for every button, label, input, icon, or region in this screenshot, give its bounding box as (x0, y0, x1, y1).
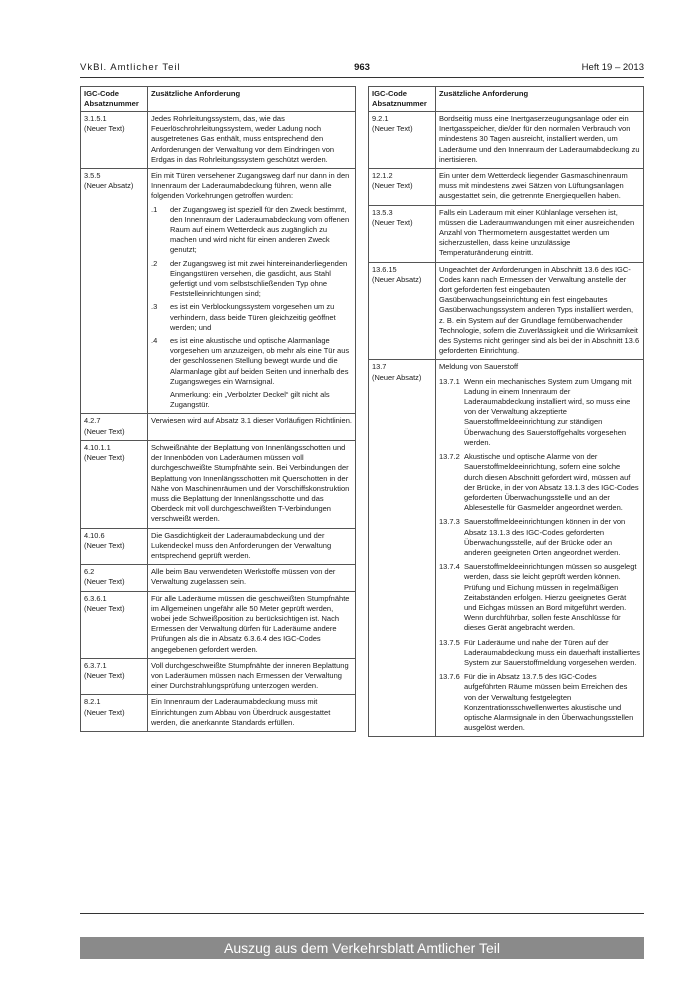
table-body-right (369, 112, 644, 737)
paragraph-status: (Neuer Text) (84, 603, 125, 613)
requirement-text: Für alle Laderäume müssen die geschweißten Stumpfnähte im Allgemeinen ungefähr alle 50 Meter geprüft werden, wobei jede Schweißposition zu berücksichtigen ist. Nach Ermessen der Verwaltung dürfen für Laderäume andere Prüfungen als die in Absatz 6.3.6.4 des IGC-Codes angegebenen gefordert werden. (151, 593, 350, 654)
issue-label: Heft 19 – 2013 (581, 62, 644, 73)
item-number: .4 (151, 336, 158, 346)
paragraph-status: (Neuer Absatz) (372, 372, 422, 382)
page-number: 963 (354, 62, 370, 73)
paragraph-number-cell (369, 169, 436, 206)
table-row (81, 440, 356, 528)
paragraph-number-cell (369, 360, 436, 737)
paragraph-number-cell (81, 658, 148, 695)
paragraph-number-cell (81, 565, 148, 591)
requirement-item (439, 562, 640, 633)
item-text: Für die in Absatz 13.7.5 des IGC-Codes aufgeführten Räume müssen beim Erreichen des von der Verwaltung festgelegten Konzentrationsschwellenwertes akustische und optische Alarmsignale in den Überwachungsstellen ausgelöst werden. (464, 672, 634, 733)
column-header-code: IGC-Code Absatznummer (81, 87, 148, 112)
item-text: Sauerstoffmeldeeinrichtungen können in der von Absatz 13.1.3 des IGC-Codes geforderten Überwachungsstelle, auf der Brücke oder an anderen geeigneten Orten angeordnet werden. (464, 517, 626, 557)
paragraph-number: 6.3.7.1 (84, 660, 107, 670)
requirement-cell (436, 360, 644, 737)
table-row (81, 591, 356, 658)
table-row (369, 205, 644, 262)
table-body-left (81, 112, 356, 732)
requirement-cell (148, 658, 356, 695)
paragraph-number-cell (81, 440, 148, 528)
paragraph-number: 4.2.7 (84, 416, 101, 426)
table-row (81, 169, 356, 414)
column-header-requirement: Zusätzliche Anforderung (436, 87, 644, 112)
paragraph-status: (Neuer Absatz) (372, 274, 422, 284)
requirement-text: Bordseitig muss eine Inertgaserzeugungsanlage oder ein Inertgasspeicher, die/der für den normalen Verbrauch von mindestens 30 Tagen ausreicht, installiert werden, um Laderäume und den Innenraum der Laderaumabdeckung zu inertisieren. (439, 114, 640, 164)
paragraph-status: (Neuer Text) (84, 453, 125, 463)
requirement-item (439, 452, 640, 513)
paragraph-number: 6.2 (84, 567, 95, 577)
item-number: 13.7.4 (439, 562, 460, 572)
paragraph-number: 13.7 (372, 362, 387, 372)
header-divider (80, 77, 644, 78)
paragraph-number-cell (81, 591, 148, 658)
requirement-cell (436, 205, 644, 262)
footer-banner: Auszug aus dem Verkehrsblatt Amtlicher Teil (80, 937, 644, 959)
item-number: 13.7.6 (439, 672, 460, 682)
paragraph-number-cell (81, 112, 148, 169)
requirement-cell (148, 591, 356, 658)
item-text: es ist ein Verblockungssystem vorgesehen um zu verhindern, dass beide Türen gleichzeitig geöffnet werden; und (170, 302, 336, 332)
paragraph-number-cell (369, 205, 436, 262)
column-header-requirement: Zusätzliche Anforderung (148, 87, 356, 112)
requirement-text: Voll durchgeschweißte Stumpfnähte der inneren Beplattung von Laderäumen müssen nach Ermessen der Verwaltung einer Durchstrahlungsprüfung unterzogen werden. (151, 660, 349, 691)
paragraph-number: 6.3.6.1 (84, 593, 107, 603)
requirement-cell (148, 565, 356, 591)
paragraph-status: (Neuer Text) (84, 540, 125, 550)
paragraph-number-cell (81, 528, 148, 565)
requirement-text: Schweißnähte der Beplattung von Innenlängsschotten und der Innenböden von Laderäumen müssen voll durchgeschweißte Stumpfnähte sein. Bei Verbindungen der Beplattung von Innenlängsschotten mit Querschotten in der Nähe von Maschinenräumen und der Vorschiffskonstruktion muss die Beplattung der Innenlängsschotte und das Oberdeck mit voll durchgeschweißten T-Verbindungen verschweißt werden. (151, 442, 350, 524)
requirement-cell (148, 169, 356, 414)
item-number: .3 (151, 302, 158, 312)
item-text: Sauerstoffmeldeeinrichtungen müssen so ausgelegt werden, dass sie leicht geprüft werden können. Prüfung und Eichung müssen in regelmäßigen Zeitabständen erfolgen. Hierzu geeignetes Gerät und Eichgas müssen an Bord mitgeführt werden. Wenn durchführbar, sollen feste Anschlüsse für dieses Gerät angebracht werden. (464, 562, 637, 633)
item-number: .2 (151, 258, 158, 268)
requirement-item (439, 638, 640, 669)
item-number: 13.7.5 (439, 637, 460, 647)
requirement-text: Ein Innenraum der Laderaumabdeckung muss mit Einrichtungen zum Abbau von Überdruck ausgestattet werden, die anerkannte Standards erfüllen. (151, 697, 331, 727)
table-row (369, 262, 644, 360)
item-number: 13.7.3 (439, 517, 460, 527)
paragraph-status: (Neuer Text) (84, 124, 125, 134)
requirement-cell (148, 528, 356, 565)
paragraph-number: 12.1.2 (372, 171, 393, 181)
item-text: Für Laderäume und nahe der Türen auf der Laderaumabdeckung muss ein dauerhaft installiertes System zur Sauerstoffmeldung vorgesehen werden. (464, 637, 640, 667)
item-text: es ist eine akustische und optische Alarmanlage vorgesehen um anzuzeigen, ob mehr als eine Tür aus der geschlossenen Stellung bewegt wurde und die Alarmanlage gibt auf beiden Seiten und innerhalb des Zugangsweges ein Warnsignal. (170, 336, 350, 386)
item-text: der Zugangsweg ist mit zwei hintereinanderliegenden Eingangstüren versehen, die gasdicht, aus Stahl gefertigt und vom selbstschließenden Typ ohne Feststelleinrichtungen sind; (170, 258, 348, 299)
table-row (81, 414, 356, 440)
paragraph-status: (Neuer Text) (84, 577, 125, 587)
paragraph-status: (Neuer Text) (84, 707, 125, 717)
paragraph-status: (Neuer Text) (372, 217, 413, 227)
item-text: der Zugangsweg ist speziell für den Zweck bestimmt, den Innenraum der Laderaumabdeckung vom offenen Raum auf einem Wetterdeck aus zugänglich zu machen und wird nicht für einen anderen Zweck genutzt; (170, 204, 350, 255)
requirement-item (151, 336, 352, 387)
running-header (80, 62, 644, 76)
requirement-text: Alle beim Bau verwendeten Werkstoffe müssen von der Verwaltung zugelassen sein. (151, 567, 336, 587)
requirement-item (151, 302, 352, 333)
table-header-row (81, 87, 356, 112)
paragraph-number: 4.10.6 (84, 530, 105, 540)
requirement-cell (436, 169, 644, 206)
table-row (369, 360, 644, 737)
requirement-text: Ungeachtet der Anforderungen in Abschnitt 13.6 des IGC-Codes kann nach Ermessen der Verwaltung anstelle der dort geforderten fest eingebauten Gasüberwachungseinrichtung ein fest eingebautes Gasüberwachungssystem anderen Typs installiert werden, z. B. ein System auf der Grundlage fernüberwachender Technologie, sofern die Zuverlässigkeit und die Wirksamkeit des Systems nicht geringer sind als bei der in Abschnitt 13.6 geforderten Einrichtung. (439, 264, 640, 356)
table-row (369, 112, 644, 169)
column-header-code: IGC-Code Absatznummer (369, 87, 436, 112)
paragraph-status: (Neuer Text) (372, 124, 413, 134)
item-text: Akustische und optische Alarme von der Sauerstoffmeldeeinrichtung, sofern eine solche durch diesen Abschnitt gefordert wird, müssen auf der Brücke, in der von Absatz 13.1.3 des IGC-Codes geforderten Überwachungsstelle und an der Ablesestelle für Gasmelder angeordnet werden. (464, 452, 639, 513)
paragraph-status: (Neuer Text) (372, 181, 413, 191)
requirement-item (439, 517, 640, 558)
requirement-cell (148, 440, 356, 528)
paragraph-number-cell (81, 414, 148, 440)
paragraph-number: 9.2.1 (372, 114, 389, 123)
item-text: Wenn ein mechanisches System zum Umgang mit Ladung in einem Innenraum der Laderaumabdeckung installiert wird, so muss eine von der Verwaltung akzeptierte Sauerstoffmeldeeinrichtung zur ständigen Überwachung des Sauerstoffgehalts vorgesehen werden. (464, 376, 632, 447)
requirement-cell (148, 112, 356, 169)
paragraph-number-cell (369, 262, 436, 360)
paragraph-number-cell (369, 112, 436, 169)
requirement-text: Jedes Rohrleitungssystem, das, wie das Feuerlöschrohrleitungssystem, weder Ladung noch ausgetretenes Gas enthält, muss entsprechend den Anforderungen der Verwaltung vor dem Eindringen von Erdgas in das Rohrleitungssystem geschützt werden. (151, 114, 335, 164)
paragraph-number: 13.6.15 (372, 264, 397, 274)
paragraph-status: (Neuer Absatz) (84, 181, 134, 191)
requirement-item (151, 259, 352, 300)
requirement-item (439, 377, 640, 448)
requirement-cell (436, 112, 644, 169)
table-row (81, 112, 356, 169)
requirement-text: Die Gasdichtigkeit der Laderaumabdeckung und der Lukendeckel muss den Anforderungen der Verwaltung entsprechend geprüft werden. (151, 530, 332, 560)
table-row (81, 695, 356, 732)
table-row (81, 528, 356, 565)
paragraph-number-cell (81, 169, 148, 414)
requirement-cell (148, 695, 356, 732)
paragraph-number: 13.5.3 (372, 207, 393, 217)
journal-title: VkBl. Amtlicher Teil (80, 62, 181, 73)
requirements-table-right (368, 86, 644, 737)
paragraph-number: 3.5.5 (84, 171, 101, 181)
requirement-item (439, 672, 640, 733)
requirement-text: Meldung von Sauerstoff (439, 362, 519, 372)
requirement-item (151, 205, 352, 256)
table-header-row (369, 87, 644, 112)
requirement-cell (436, 262, 644, 360)
item-number: 13.7.2 (439, 452, 460, 462)
requirements-table-left (80, 86, 356, 732)
item-number: .1 (151, 204, 158, 214)
requirement-text: Ein unter dem Wetterdeck liegender Gasmaschinenraum muss mit mindestens zwei Sätzen von Lüftungsanlagen ausgestattet sein, die getrennte Energiequellen haben. (439, 171, 628, 201)
table-row (81, 565, 356, 591)
paragraph-status: (Neuer Text) (84, 426, 125, 436)
requirement-text: Falls ein Laderaum mit einer Kühlanlage versehen ist, müssen die Laderaumwandungen mit einer ausreichenden Anzahl von Thermometern ausgestattet werden um sicherzustellen, dass keine unzulässige Temperaturänderung eintritt. (439, 207, 635, 258)
table-row (369, 169, 644, 206)
paragraph-number-cell (81, 695, 148, 732)
requirement-cell (148, 414, 356, 440)
paragraph-status: (Neuer Text) (84, 670, 125, 680)
paragraph-number: 8.2.1 (84, 697, 101, 707)
paragraph-number: 4.10.1.1 (84, 442, 111, 452)
requirement-text: Ein mit Türen versehener Zugangsweg darf nur dann in den Innenraum der Laderaumabdeckung führen, wenn alle folgenden Vorkehrungen getroffen wurden: (151, 171, 350, 201)
item-number: 13.7.1 (439, 376, 460, 386)
requirement-text: Verwiesen wird auf Absatz 3.1 dieser Vorläufigen Richtlinien. (151, 416, 352, 426)
table-row (81, 658, 356, 695)
paragraph-number: 3.1.5.1 (84, 114, 107, 123)
requirement-note: Anmerkung: ein „Verbolzter Deckel“ gilt nicht als Zugangstür. (170, 390, 330, 410)
footer-divider (80, 913, 644, 914)
